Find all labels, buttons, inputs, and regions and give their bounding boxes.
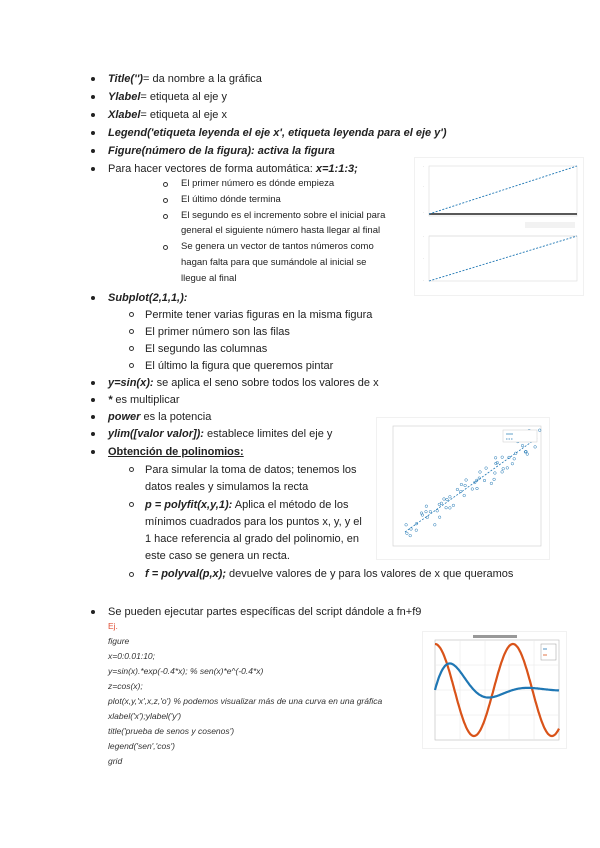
scatter-point: [452, 504, 455, 507]
power-keyword: power: [108, 411, 141, 423]
code-line-5: plot(x,y,'x',x,z,'o') % podemos visualizar más de una curva en una gráfica: [108, 696, 383, 706]
code-line-9: grid: [108, 756, 123, 766]
bullet-dot: [91, 296, 95, 300]
sin-keyword: y=sin(x):: [108, 377, 154, 389]
polyfit-desc: Aplica el método de los: [232, 499, 349, 511]
xlabel-bullet: [108, 108, 227, 122]
scatter-point: [449, 496, 452, 499]
poly-sub-3: [145, 567, 513, 581]
subplot-sub-3: El segundo las columnas: [145, 343, 268, 355]
scatter-point: [476, 487, 479, 490]
sub-bullet-dot: [129, 502, 134, 507]
vector-sub-3a: El segundo es el incremento sobre el inicial para: [181, 210, 386, 221]
sub-bullet-dot: [129, 312, 134, 317]
bullet-dot: [91, 95, 95, 99]
sub-bullet-dot: [129, 467, 134, 472]
scatter-point: [502, 467, 505, 470]
scatter-point: [490, 482, 493, 485]
sub-bullet-dot: [129, 329, 134, 334]
scatter-point: [501, 471, 504, 474]
xlabel-desc: = etiqueta al eje x: [140, 109, 227, 121]
scatter-point: [471, 488, 474, 491]
scatter-point: [465, 479, 468, 482]
svg-text:·: ·: [423, 279, 425, 283]
svg-text:·: ·: [423, 185, 425, 189]
vector-sub-4a: Se genera un vector de tantos números como: [181, 241, 374, 252]
sin-bullet: [108, 376, 379, 390]
vector-sub-1: El primer número es dónde empieza: [181, 178, 335, 189]
scatter-point: [460, 483, 463, 486]
scatter-point: [429, 510, 432, 513]
polyval-desc: devuelve valores de y para los valores de x que queramos: [226, 568, 514, 580]
scatter-point: [514, 452, 517, 455]
example-label: Ej.: [108, 621, 118, 631]
vector-sub-2: El último dónde termina: [181, 194, 281, 205]
bullet-dot: [91, 450, 95, 454]
code-line-6: xlabel('x');ylabel('y'): [108, 711, 182, 721]
scatter-point: [493, 478, 496, 481]
title-keyword: Title(''): [108, 73, 143, 85]
svg-text:·: ·: [423, 235, 425, 239]
sub-bullet-dot: [163, 198, 168, 203]
subplot-sub-4: El último la figura que queremos pintar: [145, 360, 334, 372]
ylim-keyword: ylim([valor valor]):: [108, 428, 204, 440]
scatter-point: [456, 488, 459, 491]
scatter-point: [409, 534, 412, 537]
sincos-chart: [423, 632, 566, 748]
bullet-dot: [91, 432, 95, 436]
scatter-point: [506, 467, 509, 470]
code-line-4: z=cos(x);: [108, 681, 143, 691]
bullet-dot: [91, 415, 95, 419]
svg-text:·: ·: [423, 257, 425, 261]
subplot-sub-1: Permite tener varias figuras en la misma figura: [145, 309, 373, 321]
scatter-point: [513, 458, 516, 461]
scatter-point: [483, 479, 486, 482]
svg-text:·: ·: [423, 211, 425, 215]
vector-sub-4c: llegue al final: [181, 273, 237, 284]
scatter-point: [494, 472, 497, 475]
bullet-dot: [91, 398, 95, 402]
poly-sub-2b: mínimos cuadrados para los puntos x, y, y el: [145, 516, 362, 528]
poly-sub-2a: [145, 498, 348, 512]
svg-text:·: ·: [423, 165, 425, 169]
ylim-bullet: [108, 427, 332, 441]
code-line-3: y=sin(x).*exp(-0.4*x); % sen(x)*e^(-0.4*x): [108, 666, 264, 676]
legend-keyword: Legend('etiqueta leyenda el eje x', etiqueta leyenda para el eje y'): [108, 127, 447, 139]
subplot-sub-2: El primer número son las filas: [145, 326, 290, 338]
poly-sub-2c: 1 hace referencia al grado del polinomio, en: [145, 533, 360, 545]
polyval-keyword: f = polyval(p,x);: [145, 568, 226, 580]
code-line-8: legend('sen','cos'): [108, 741, 175, 751]
scatter-point: [425, 510, 428, 513]
sub-bullet-dot: [129, 572, 134, 577]
xlabel-keyword: Xlabel: [108, 109, 141, 121]
scatter-point: [425, 505, 428, 508]
scatter-point: [538, 429, 541, 432]
scatter-point: [434, 524, 437, 527]
scatter-point: [479, 471, 482, 474]
polyfit-chart: [377, 418, 549, 559]
bullet-dot: [91, 381, 95, 385]
figure-keyword: Figure(número de la figura): activa la figura: [108, 145, 335, 157]
scatter-point: [511, 462, 514, 465]
sin-desc: se aplica el seno sobre todos los valores de x: [153, 377, 379, 389]
ylabel-desc: = etiqueta al eje y: [140, 91, 227, 103]
sub-bullet-dot: [129, 363, 134, 368]
scatter-point: [436, 510, 439, 513]
scatter-point: [501, 456, 504, 459]
scatter-point: [449, 507, 452, 510]
scatter-point: [405, 524, 408, 527]
multiply-keyword: *: [108, 394, 113, 406]
polyfit-keyword: p = polyfit(x,y,1):: [145, 499, 233, 511]
fn-f9-bullet: Se pueden ejecutar partes específicas del script dándole a fn+f9: [108, 606, 422, 618]
vector-bullet: [108, 162, 358, 176]
scatter-point: [415, 529, 418, 532]
scatter-point: [494, 457, 497, 460]
bullet-dot: [91, 610, 95, 614]
bullet-dot: [91, 167, 95, 171]
scatter-point: [426, 516, 429, 519]
legend-bullet: [108, 126, 447, 140]
vector-sub-3b: general el siguiente número hasta llegar al final: [181, 225, 381, 236]
ylabel-keyword: Ylabel: [108, 91, 141, 103]
scatter-point: [443, 498, 446, 501]
ylim-desc: establece limites del eje y: [203, 428, 333, 440]
vector-desc: Para hacer vectores de forma automática:: [108, 163, 316, 175]
multiply-bullet: [108, 393, 180, 407]
sub-bullet-dot: [129, 346, 134, 351]
bullet-dot: [91, 113, 95, 117]
scatter-point: [406, 532, 409, 535]
scatter-point: [463, 494, 466, 497]
multiply-desc: es multiplicar: [112, 394, 180, 406]
vector-sub-4b: hagan falta para que sumándole al inicial se: [181, 257, 367, 268]
sincos-figure: [422, 631, 567, 749]
sub-bullet-dot: [163, 182, 168, 187]
scatter-point: [446, 498, 449, 501]
code-line-1: figure: [108, 636, 130, 646]
scatter-point: [534, 446, 537, 449]
scatter-point: [440, 502, 443, 505]
bullet-dot: [91, 131, 95, 135]
subplot-bullet: [108, 291, 187, 305]
poly-sub-2d: este caso se genera un recta.: [145, 550, 290, 562]
polinomios-heading: Obtención de polinomios:: [108, 446, 244, 458]
bullet-dot: [91, 149, 95, 153]
code-line-7: title('prueba de senos y cosenos'): [108, 726, 235, 736]
scatter-point: [526, 453, 529, 456]
scatter-point: [521, 444, 524, 447]
scatter-point: [438, 516, 441, 519]
figure-bullet: [108, 144, 335, 158]
title-desc: = da nombre a la gráfica: [142, 73, 262, 85]
title-bullet: [108, 72, 262, 86]
scatter-point: [445, 506, 448, 509]
polyfit-figure: [376, 417, 550, 560]
subplot-chart: [415, 158, 583, 295]
vector-keyword: x=1:1:3;: [315, 163, 358, 175]
poly-sub-1b: datos reales y simulamos la recta: [145, 481, 309, 493]
subplot-keyword: Subplot(2,1,1,):: [108, 292, 188, 304]
sub-bullet-dot: [163, 214, 168, 219]
scatter-point: [464, 484, 467, 487]
sub-bullet-dot: [163, 245, 168, 250]
ylabel-bullet: [108, 90, 227, 104]
power-bullet: [108, 410, 211, 424]
scatter-point: [485, 467, 488, 470]
bullet-dot: [91, 77, 95, 81]
code-line-2: x=0:0.01:10;: [108, 651, 156, 661]
poly-sub-1a: Para simular la toma de datos; tenemos los: [145, 464, 357, 476]
power-desc: es la potencia: [140, 411, 212, 423]
subplot-figure: [414, 157, 584, 296]
